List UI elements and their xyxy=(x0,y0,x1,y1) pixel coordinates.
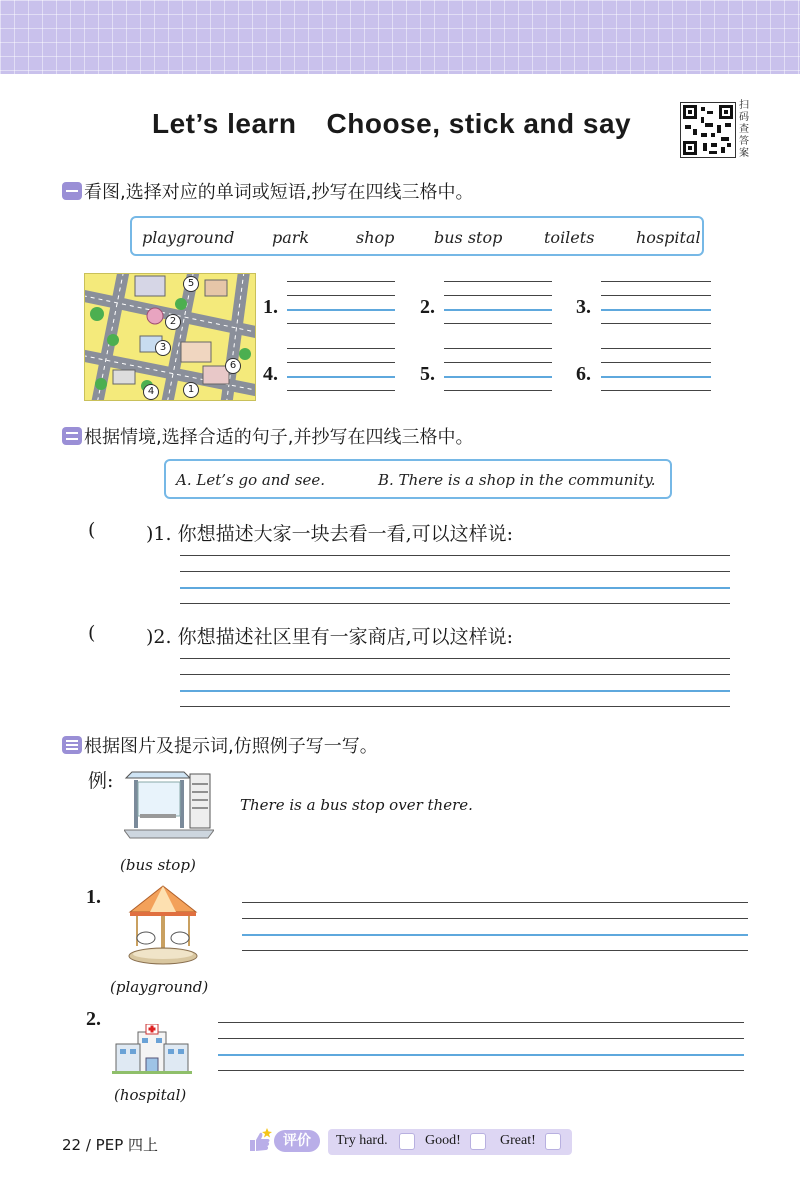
page-number-label: 22 / PEP 四上 xyxy=(62,1136,159,1154)
word-bus-stop: bus stop xyxy=(434,228,503,247)
qr-code-icon[interactable] xyxy=(680,102,736,158)
map-label-1: 1 xyxy=(183,382,199,398)
sentence-options-box xyxy=(164,459,672,499)
writing-lines-6[interactable] xyxy=(601,348,711,390)
example-label: 例: xyxy=(88,770,114,792)
carousel-image xyxy=(126,884,200,970)
title-part1: Let’s learn xyxy=(152,108,297,139)
item-number-2: 2. xyxy=(420,296,435,318)
writing-lines-3[interactable] xyxy=(601,281,711,323)
map-label-4: 4 xyxy=(143,384,159,400)
eval-checkbox-good[interactable] xyxy=(470,1133,486,1150)
section1-heading-text: 看图,选择对应的单词或短语,抄写在四线三格中。 xyxy=(84,182,474,203)
item-number-6: 6. xyxy=(576,363,591,385)
item1-hint: (playground) xyxy=(110,978,209,996)
example-sentence: There is a bus stop over there. xyxy=(240,796,473,814)
writing-lines-1[interactable] xyxy=(287,281,395,323)
option-b: B. There is a shop in the community. xyxy=(378,471,656,489)
title-part2: Choose, stick and say xyxy=(326,108,632,139)
qr-label: 扫码查答案 xyxy=(739,100,749,159)
q2-prompt: )2. 你想描述社区里有一家商店,可以这样说: xyxy=(146,626,514,648)
item1-writing-lines[interactable] xyxy=(242,902,748,950)
section1-heading xyxy=(62,178,473,204)
item2-writing-lines[interactable] xyxy=(218,1022,744,1070)
q1-prompt: )1. 你想描述大家一块去看一看,可以这样说: xyxy=(146,523,514,545)
item-number-1: 1. xyxy=(263,296,278,318)
item2-hint: (hospital) xyxy=(114,1086,187,1104)
writing-lines-5[interactable] xyxy=(444,348,552,390)
eval-option-good: Good! xyxy=(425,1133,461,1148)
q2-paren[interactable]: ( xyxy=(88,622,96,644)
item-number-4: 4. xyxy=(263,363,278,385)
bus-stop-image xyxy=(124,770,214,842)
section-one-icon xyxy=(62,182,82,200)
word-bank-box xyxy=(130,216,704,256)
map-label-6: 6 xyxy=(225,358,241,374)
community-map-image xyxy=(84,273,256,401)
section2-heading xyxy=(62,423,473,449)
q2-writing-lines[interactable] xyxy=(180,658,730,706)
hospital-image xyxy=(112,1024,192,1074)
eval-option-great: Great! xyxy=(500,1133,536,1148)
item-number-5: 5. xyxy=(420,363,435,385)
option-a: A. Let’s go and see. xyxy=(176,471,326,489)
evaluation-bar xyxy=(328,1129,572,1155)
word-hospital: hospital xyxy=(636,228,701,247)
map-label-3: 3 xyxy=(155,340,171,356)
eval-checkbox-try-hard[interactable] xyxy=(399,1133,415,1150)
writing-lines-4[interactable] xyxy=(287,348,395,390)
top-decorative-band xyxy=(0,0,800,74)
item2-number: 2. xyxy=(86,1008,101,1030)
section-three-icon xyxy=(62,736,82,754)
map-label-2: 2 xyxy=(165,314,181,330)
section-two-icon xyxy=(62,427,82,445)
thumbs-up-icon xyxy=(248,1127,272,1153)
item-number-3: 3. xyxy=(576,296,591,318)
map-label-5: 5 xyxy=(183,276,199,292)
word-toilets: toilets xyxy=(544,228,595,247)
page-title xyxy=(152,108,631,140)
q1-paren[interactable]: ( xyxy=(88,519,96,541)
example-hint: (bus stop) xyxy=(120,856,196,874)
eval-option-try-hard: Try hard. xyxy=(336,1133,388,1148)
eval-label: 评价 xyxy=(274,1130,320,1152)
word-park: park xyxy=(272,228,310,247)
section3-heading xyxy=(62,732,378,758)
q1-writing-lines[interactable] xyxy=(180,555,730,603)
section3-heading-text: 根据图片及提示词,仿照例子写一写。 xyxy=(84,736,378,757)
eval-checkbox-great[interactable] xyxy=(545,1133,561,1150)
word-playground: playground xyxy=(142,228,235,247)
item1-number: 1. xyxy=(86,886,101,908)
section2-heading-text: 根据情境,选择合适的句子,并抄写在四线三格中。 xyxy=(84,427,474,448)
word-shop: shop xyxy=(356,228,395,247)
writing-lines-2[interactable] xyxy=(444,281,552,323)
